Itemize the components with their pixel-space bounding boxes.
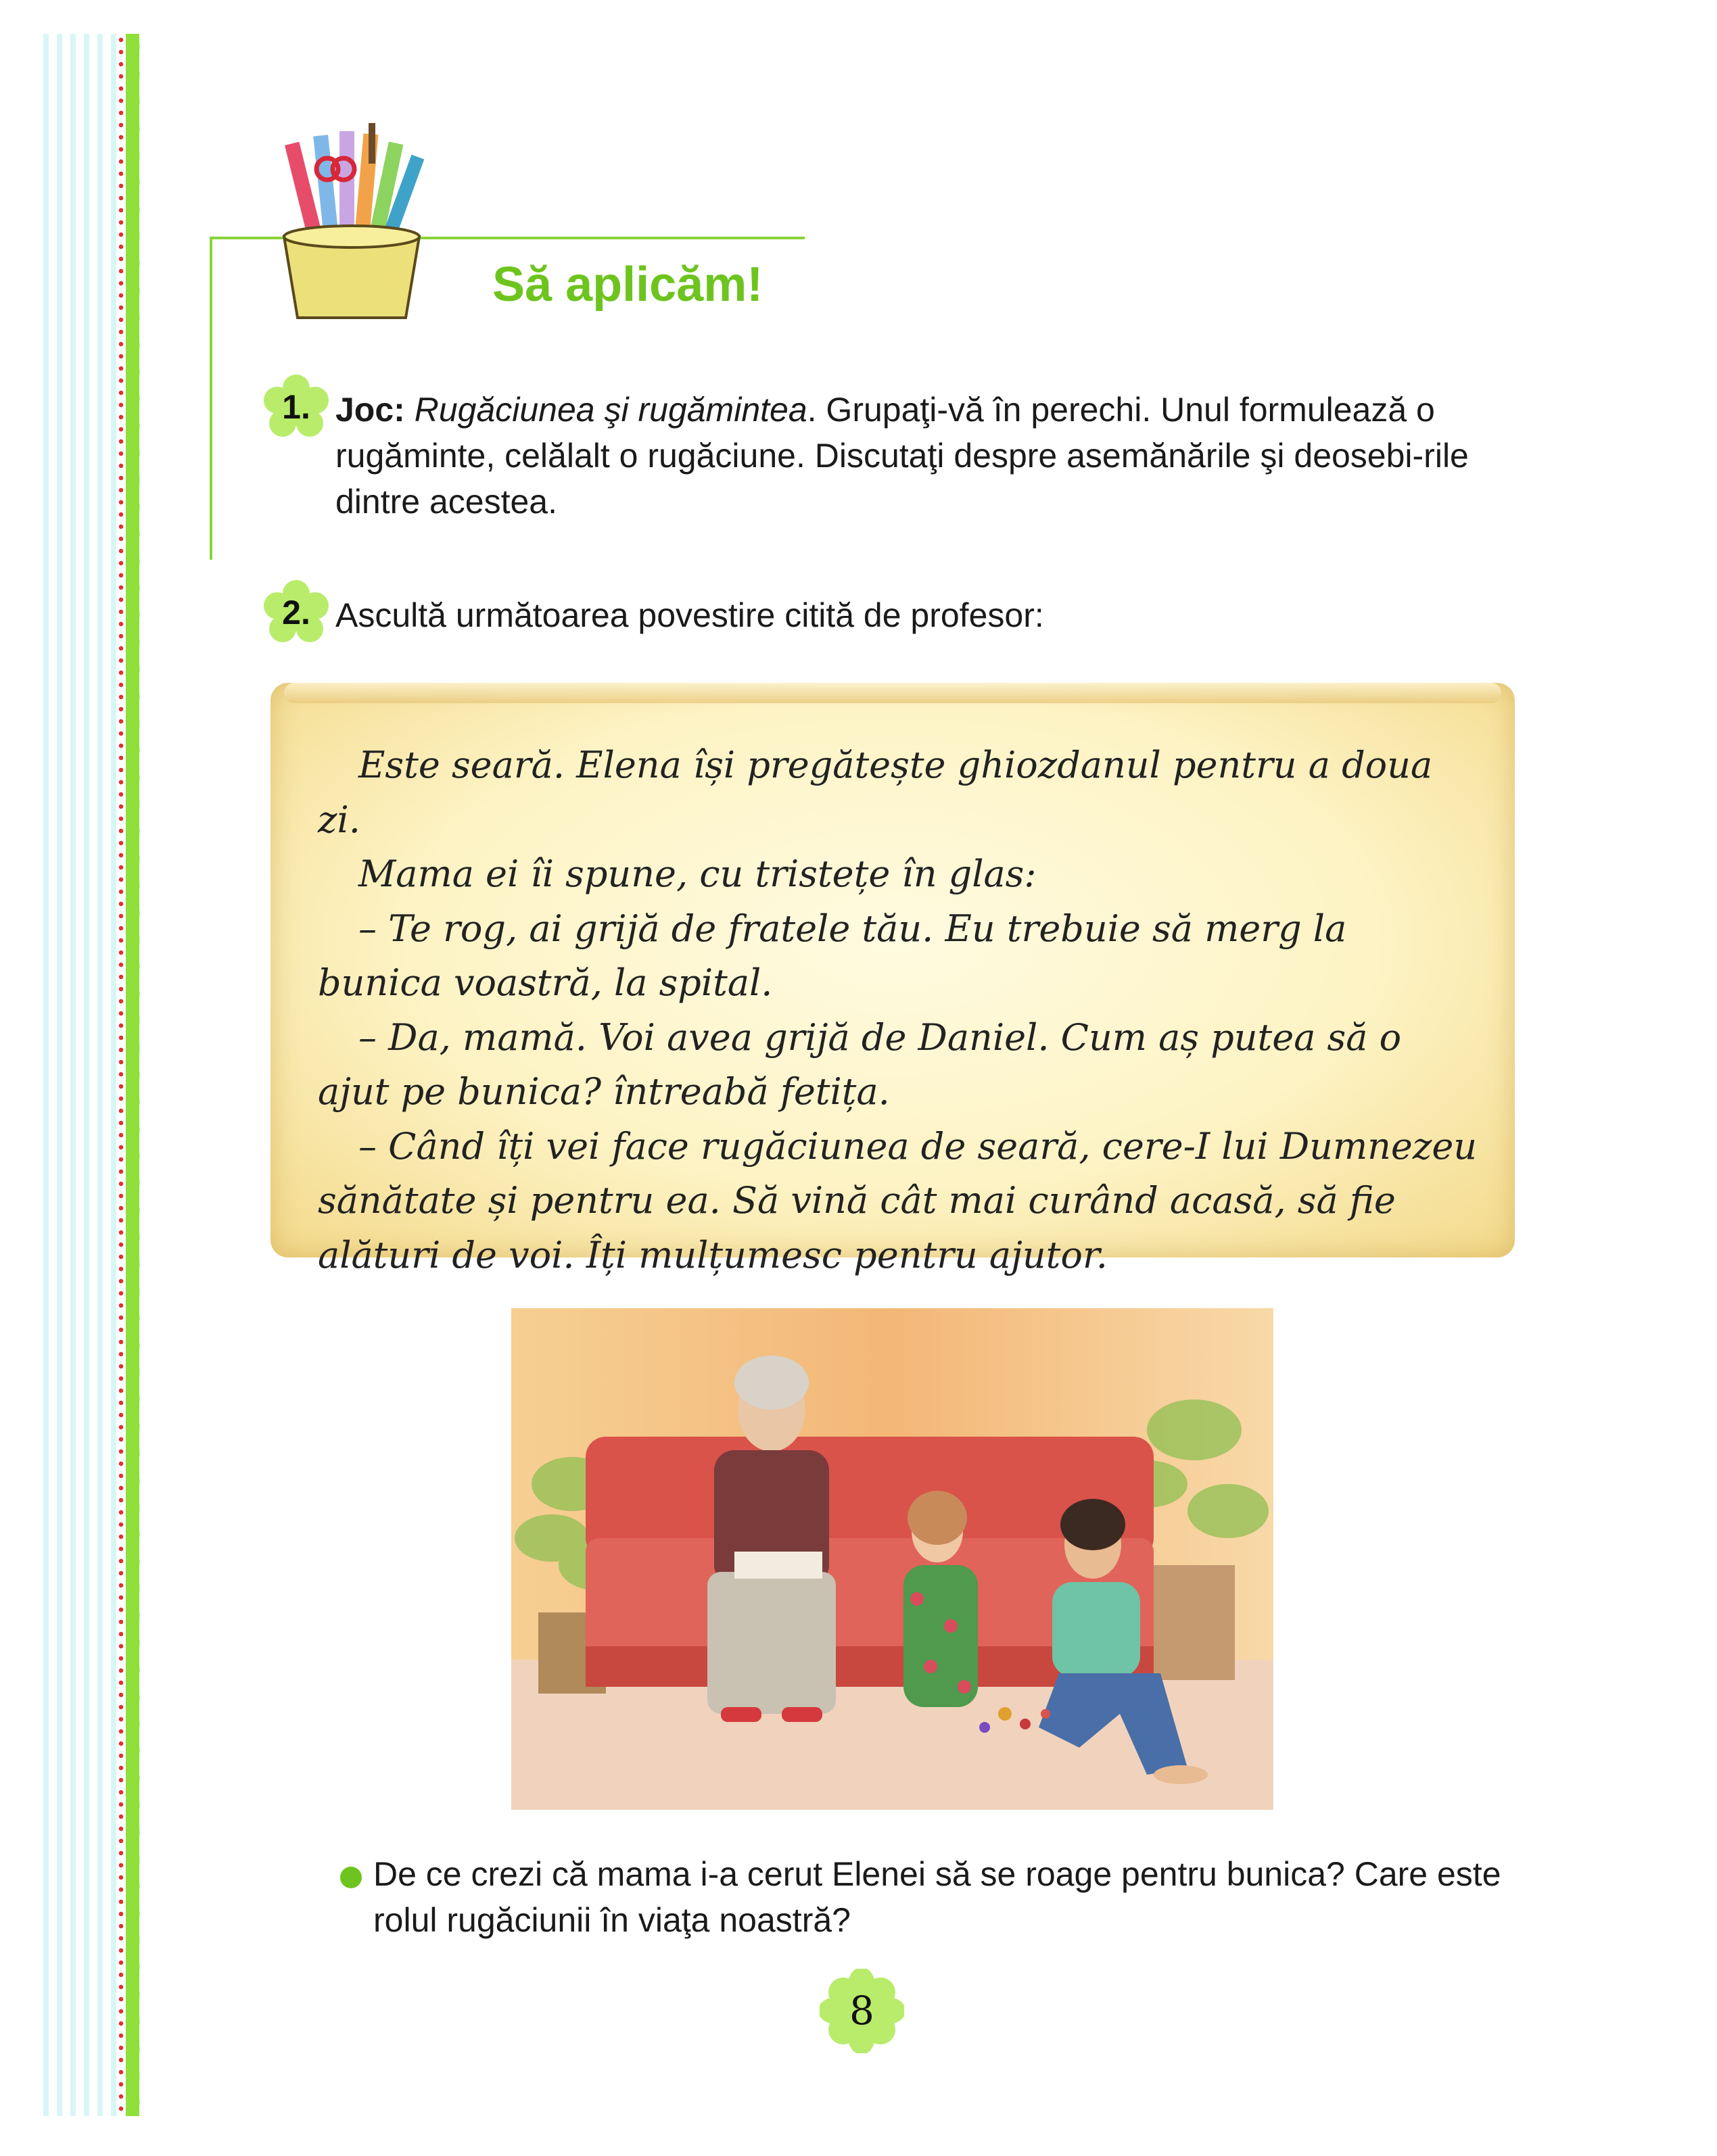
green-dot-icon: [340, 1867, 362, 1888]
story-line: Mama ei îi spune, cu tristețe în glas:: [358, 853, 1037, 895]
story-line: – Te rog, ai grijă de fratele tău. Eu trebuie să merg la bunica voastră, la spital.: [318, 907, 1347, 1004]
game-title: Rugăciunea şi rugămintea: [414, 391, 807, 429]
header-bracket-line: [419, 237, 805, 239]
story-text: [318, 738, 1481, 1283]
discussion-question: De ce crezi că mama i-a cerut Elenei să se roage pentru bunica? Care este rolul rugăciunii în viaţa noastră?: [373, 1855, 1501, 1939]
game-label: Joc:: [335, 391, 405, 429]
story-line: – Când îți vei face rugăciunea de seară, cere-I lui Dumnezeu sănătate și pentru ea. Să vină cât mai curând acasă, să fie alături de voi. Îți mulțumesc pentru ajutor.: [318, 1124, 1478, 1276]
story-illustration: [511, 1308, 1273, 1810]
red-dotted-line: [118, 34, 124, 2116]
story-line: – Da, mamă. Voi avea grijă de Daniel. Cum aș putea să o ajut pe bunica? întreabă fetița.: [318, 1015, 1402, 1113]
game-instructions: . Grupaţi-vă în perechi. Unul formulează o rugăminte, celălalt o rugăciune. Discutaţi despre asemănările şi deosebi-rile dintre acestea.: [335, 391, 1469, 521]
item-2-text: Ascultă următoarea povestire citită de profesor:: [335, 596, 1044, 634]
story-line: Este seară. Elena își pregătește ghiozdanul pentru a doua zi.: [318, 744, 1433, 841]
header-bracket-vertical: [210, 237, 212, 560]
parchment-roll: [284, 683, 1501, 703]
page-number: 8: [849, 1988, 874, 2034]
item-badge: [262, 373, 330, 441]
item-1-text: [335, 387, 1526, 525]
item-badge: [262, 579, 330, 646]
left-stripe-border: [39, 34, 120, 2116]
green-scallop-border: [126, 34, 160, 2116]
item-number: 1.: [282, 388, 310, 426]
pencil-cup-icon: [257, 122, 460, 325]
section-title: Să aplicăm!: [492, 258, 763, 312]
item-number: 2.: [282, 594, 310, 631]
